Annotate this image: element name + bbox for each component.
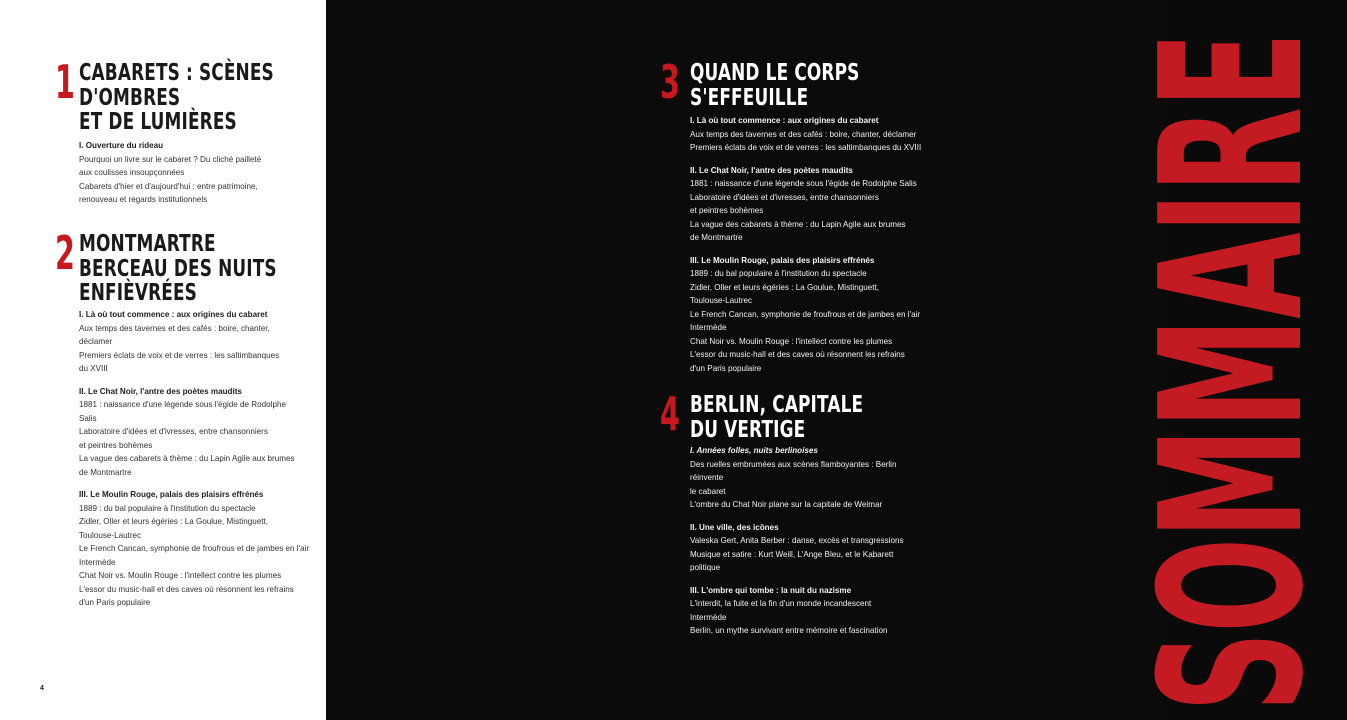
section-item: Berlin, un mythe survivant entre mémoire et fascination	[690, 626, 888, 635]
chapter-title-line: ENFIÈVRÉES	[79, 278, 198, 306]
section	[690, 521, 940, 575]
section-item: Aux temps des tavernes et des cafés : boire, chanter, déclamer	[690, 129, 917, 139]
section-item: Chat Noir vs. Moulin Rouge : l'intellect contre les plumes	[690, 336, 893, 346]
chapter-title-line: QUAND LE CORPS	[690, 58, 860, 86]
section-item: Chat Noir vs. Moulin Rouge : l'intellect contre les plumes	[79, 571, 282, 580]
section-heading: I. Là où tout commence : aux origines du cabaret	[690, 116, 879, 125]
section-item: politique	[690, 563, 721, 572]
section-heading: I. Ouverture du rideau	[79, 141, 164, 150]
section-item: Cabarets d'hier et d'aujourd'hui : entre patrimoine,	[79, 181, 258, 191]
sommaire-rotator	[1119, 6, 1347, 712]
section-item: Salis	[79, 413, 97, 423]
chapter-number: 3	[660, 55, 680, 109]
section-item: 1881 : naissance d'une légende sous l'égide de Rodolphe Salis	[690, 179, 917, 188]
section-item: Aux temps des tavernes et des cafés : boire, chanter,	[79, 323, 270, 333]
section-item: Des ruelles embrumées aux scènes flamboyantes : Berlin	[690, 459, 897, 469]
section-item: La vague des cabarets à thème : du Lapin Agile aux brumes	[690, 219, 906, 229]
section	[79, 139, 329, 207]
chapter-title	[79, 60, 274, 134]
section-item: 1889 : du bal populaire à l'institution du spectacle	[79, 503, 256, 513]
chapter-number: 1	[55, 55, 75, 109]
section-item: et peintres bohèmes	[79, 440, 153, 450]
section-item: L'interdit, la fuite et la fin d'un monde incandescent	[690, 599, 872, 608]
section-item: La vague des cabarets à thème : du Lapin Agile aux brumes	[79, 454, 295, 463]
left-page	[0, 0, 326, 720]
chapter-sections	[690, 114, 940, 384]
chapter-title-line: MONTMARTRE	[79, 229, 216, 257]
section-item: déclamer	[79, 337, 113, 346]
section-item: Premiers éclats de voix et de verres : les saltimbanques	[79, 350, 280, 360]
chapter-title-line: DU VERTIGE	[690, 414, 806, 443]
chapter-sections	[690, 444, 940, 647]
page-number: 4	[40, 685, 44, 692]
section-item: d'un Paris populaire	[79, 598, 151, 607]
section-item: Valeska Gert, Anita Berber : danse, excès et transgressions	[690, 536, 904, 545]
section-item: L'essor du music-hall et des caves où résonnent les refrains	[690, 350, 905, 359]
section	[690, 254, 940, 376]
chapter-number: 4	[660, 387, 680, 441]
section	[690, 444, 940, 512]
section-item: 1889 : du bal populaire à l'institution du spectacle	[690, 269, 867, 278]
section-heading: I. Là où tout commence : aux origines du cabaret	[79, 310, 268, 319]
section-item: Laboratoire d'idées et d'ivresses, entre chansonniers	[690, 192, 879, 202]
section-item: Toulouse-Lautrec	[79, 530, 142, 540]
section-heading: II. Le Chat Noir, l'antre des poètes maudits	[79, 386, 242, 396]
chapter-title-line: BERLIN, CAPITALE	[690, 390, 864, 418]
section-item: Premiers éclats de voix et de verres : les saltimbanques du XVIII	[690, 143, 922, 152]
section-item: Pourquoi un livre sur le cabaret ? Du cliché pailleté	[79, 154, 262, 164]
section-item: Zidler, Oller et leurs égéries : La Goulue, Mistinguett,	[79, 517, 268, 526]
section-item: L'essor du music-hall et des caves où résonnent les refrains	[79, 584, 294, 594]
section-item: et peintres bohèmes	[690, 206, 764, 215]
section	[79, 385, 329, 480]
section-item: renouveau et regards institutionnels	[79, 195, 208, 204]
section-item: du XVIII	[79, 364, 108, 373]
section-item: 1881 : naissance d'une légende sous l'égide de Rodolphe	[79, 400, 286, 409]
sommaire-vertical-title	[978, 6, 1347, 712]
section-heading: III. L'ombre qui tombe : la nuit du nazisme	[690, 585, 852, 595]
section-item: Intermède	[79, 557, 116, 567]
section	[79, 488, 329, 610]
chapter-number: 2	[55, 226, 75, 280]
chapter-title	[690, 60, 859, 109]
section-item: Musique et satire : Kurt Weill, L'Ange Bleu, et le Kabarett	[690, 549, 894, 559]
section-item: Intermède	[690, 612, 727, 622]
chapter-title-line: ET DE LUMIÈRES	[79, 107, 237, 135]
section-item: le cabaret	[690, 486, 726, 496]
section-item: de Montmartre	[79, 467, 132, 477]
section-heading: III. Le Moulin Rouge, palais des plaisirs effrénés	[79, 490, 264, 499]
section-heading: II. Une ville, des icônes	[690, 522, 779, 532]
section-item: Zidler, Oller et leurs égéries : La Goulue, Mistinguett,	[690, 282, 879, 292]
section-item: d'un Paris populaire	[690, 363, 762, 373]
section-heading: III. Le Moulin Rouge, palais des plaisirs effrénés	[690, 255, 875, 265]
section-heading: II. Le Chat Noir, l'antre des poètes maudits	[690, 165, 853, 175]
section-item: de Montmartre	[690, 233, 743, 242]
section	[690, 584, 940, 638]
chapter-sections	[79, 139, 329, 216]
section-item: Le French Cancan, symphonie de froufrous et de jambes en l'air	[79, 544, 310, 553]
section-item: aux coulisses insoupçonnées	[79, 168, 185, 177]
section	[79, 308, 329, 376]
chapter-title-line: BERCEAU DES NUITS	[79, 253, 277, 282]
chapter-title	[79, 231, 277, 305]
section-heading: I. Années folles, nuits berlinoises	[690, 446, 818, 455]
chapter-title-line: S'EFFEUILLE	[690, 82, 809, 111]
section-item: L'ombre du Chat Noir plane sur la capitale de Weimar	[690, 500, 883, 509]
section-item: Toulouse-Lautrec	[690, 296, 753, 305]
section	[690, 114, 940, 155]
section-item: Intermède	[690, 323, 727, 332]
section	[690, 164, 940, 245]
section-item: réinvente	[690, 473, 724, 482]
sommaire-text: SOMMAIRE	[1119, 32, 1347, 712]
section-item: Le French Cancan, symphonie de froufrous et de jambes en l'air	[690, 309, 921, 319]
chapter-title-line: D'OMBRES	[79, 82, 181, 111]
chapter-sections	[79, 308, 329, 619]
chapter-title	[690, 392, 863, 441]
section-item: Laboratoire d'idées et d'ivresses, entre chansonniers	[79, 427, 268, 436]
chapter-title-line: CABARETS : SCÈNES	[79, 58, 274, 86]
